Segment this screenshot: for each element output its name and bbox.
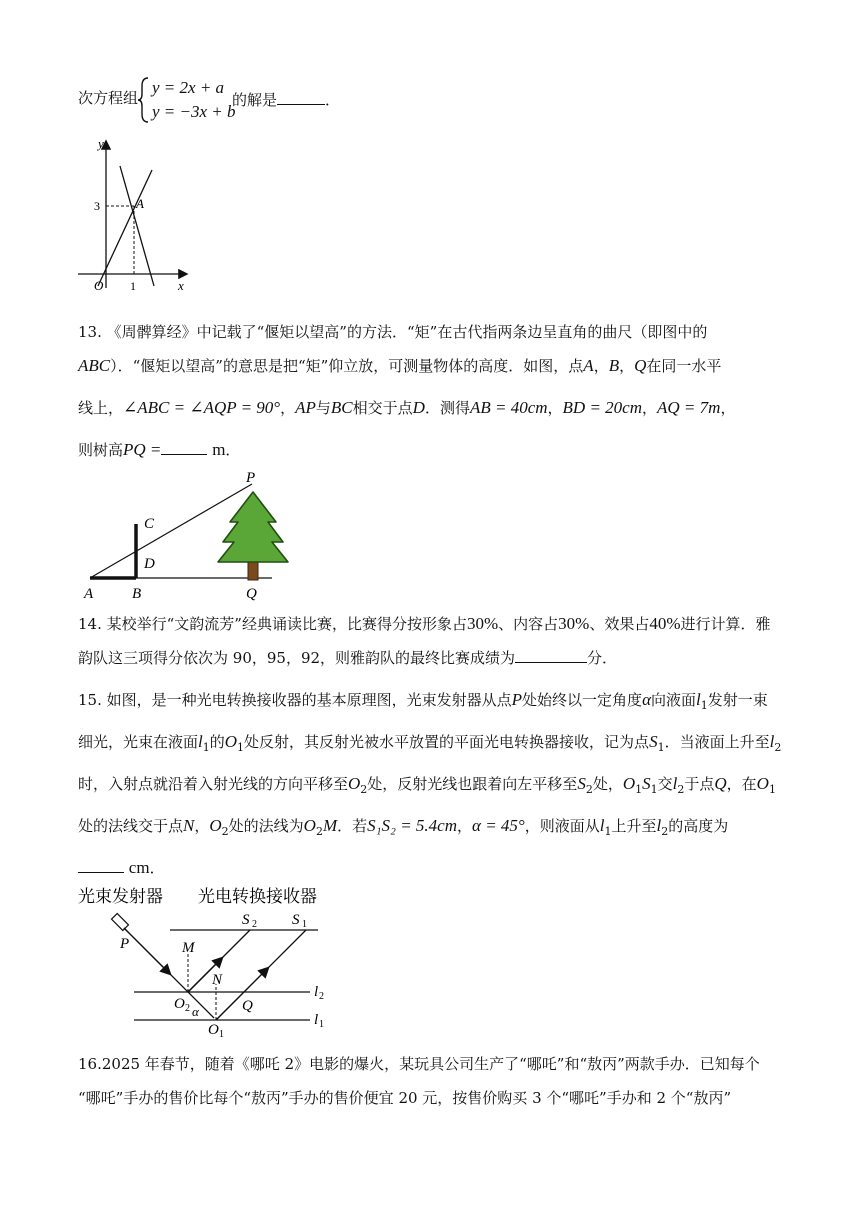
q13-answer-blank[interactable] [161,440,207,455]
q15-text4a: 处的法线交于点 [78,817,184,835]
q15-m: M [322,816,338,835]
q13-fig-c: C [144,516,155,532]
q15-s1b: S [642,774,651,793]
q14-text2b: 分． [587,649,618,667]
q13-unit: m [212,440,226,459]
q15-l2c-sub: 2 [661,825,669,838]
q15-o1c-sub: 1 [768,783,776,796]
q13-comma2: ， [619,357,635,375]
q15-s2: S [577,774,586,793]
q14-line1 [78,614,782,634]
q15-answer-blank[interactable] [78,858,124,873]
q15-o2-sub: 2 [360,783,368,796]
q15-text4d: 处的法线为 [228,817,304,835]
q14-text1b: 、内容占 [498,615,559,633]
q15-text4j: 上升至 [611,817,657,835]
q13-line1 [78,322,782,342]
q13-b: B [608,356,620,375]
q15-alpha-val: α = 45° [472,816,525,835]
q15-fig-o2-sub: 2 [185,1003,190,1014]
q13-abc: ABC [78,356,111,375]
q15-fig-p: P [120,936,130,952]
q15-line5 [78,858,782,878]
emitter-icon [112,914,129,931]
q13-q: Q [634,356,647,375]
q15-o1-sub: 1 [237,741,245,754]
q13-ap: AP [295,398,316,417]
q13-text3e: 与 [315,399,331,417]
q15-o2b-sub: 2 [221,825,229,838]
q15-o2c: O [303,816,316,835]
q14-text1c: 、效果占 [589,615,650,633]
q15-fig-l1: l [314,1012,319,1028]
q15-s1s2: S₁S₂ = 5.4cm [367,816,458,835]
q15-text1a: 如图，是一种光电转换接收器的基本原理图，光束发射器从点 [106,691,512,709]
q15-end: ． [149,859,165,877]
q15-l2: l [769,732,775,751]
q15-o2: O [348,774,361,793]
q15-l-sub: 1 [700,699,708,712]
q13-text4a: 则树高 [78,441,124,459]
q13-text3i: ．测得 [424,399,470,417]
q15-fig-l1-sub: 1 [319,1019,324,1030]
q13-fig-b: B [132,586,142,602]
q15-fig-l2: l [314,984,319,1000]
q15-fig-n: N [212,972,223,988]
q13-text2-end: 在同一水平 [646,357,722,375]
q15-fig-m: M [182,940,195,956]
q13-angle-eq: ∠ABC = ∠AQP = 90° [123,398,281,417]
q15-text4k: 的高度为 [668,817,729,835]
q15-text3g: ，在 [726,775,757,793]
q13-line3 [78,398,782,418]
q15-l1: l [198,732,203,751]
q15-l1c-sub: 1 [604,825,612,838]
q15-o1: O [224,732,238,751]
q15-n: N [183,816,195,835]
q13-line2 [78,356,782,376]
q15-q: Q [714,774,727,793]
q13-bc: BC [330,398,353,417]
q15-fig-s1-sub: 1 [302,919,307,930]
q12-prefix: 次方程组 [78,89,139,107]
q13-a: A [583,356,594,375]
q15-text3e: 于点 [684,775,715,793]
q14-p1: 30% [466,614,499,633]
q15-text4e: ．若 [337,817,368,835]
q13-text2: ）．“偃矩以望高”的意思是把“矩”仰立放，可测量物体的高度．如图，点 [110,357,584,375]
q13-fig-p: P [246,470,256,486]
q15-l2-sub: 2 [774,741,782,754]
q13-text3a: 线上， [78,399,124,417]
q15-text4g: ， [457,817,473,835]
q14-line2 [78,648,782,668]
q15-fig-o2: O [174,996,185,1012]
q15-fig-o1-sub: 1 [219,1029,224,1040]
q13-comma: ， [593,357,609,375]
q15-text3c: 处， [592,775,623,793]
q12-fig-one: 1 [130,279,136,293]
q15-fig-o1: O [208,1022,219,1038]
q15-p: P [511,690,523,709]
q12-fig-three: 3 [94,199,100,213]
q16-num: 16. [78,1055,102,1073]
q15-text1g: 发射一束 [707,691,768,709]
q15-text3a: 时，入射点就沿着入射光线的方向平移至 [78,775,349,793]
q15-alpha: α [642,690,651,709]
q16-text2: “哪吒”手办的售价比每个“敖丙”手办的售价便宜 20 元，按售价购买 3 个“哪吒”手办和 2 个“敖丙” [78,1089,732,1107]
q15-l: l [696,690,701,709]
tree-icon [218,492,288,580]
q14-text1d: 进行计算．雅 [680,615,771,633]
q12-fig-a: A [136,196,144,211]
q15-l1-sub: 1 [202,741,210,754]
q15-l2c: l [656,816,662,835]
q12-end: ． [325,91,341,109]
q12-fig-y: y [98,136,104,151]
q15-num: 15. [78,691,102,709]
q14-p2: 30% [558,614,590,633]
q13-fig-a: A [84,586,94,602]
q14-text2a: 韵队这三项得分依次为 90，95，92，则雅韵队的最终比赛成绩为 [78,649,516,667]
q15-text2a: 细光，光束在液面 [78,733,199,751]
q13-d: D [412,398,425,417]
q13-text3g: 相交于点 [352,399,413,417]
q15-o1b: O [622,774,636,793]
q13-end: ． [225,441,241,459]
q12-answer-blank[interactable] [277,90,325,105]
q12-fig-o: O [94,278,104,293]
q12-brace [136,76,150,124]
q15-line2: 细光，光束在液面$l_1$的$O_1$处反射，其反射光被水平放置的平面光电转换器接收，记为点$S_1$．当液面上升至$l_2$ [78,732,782,754]
q14-answer-blank[interactable] [515,648,587,663]
q15-s2-sub: 2 [585,783,593,796]
q12-fig-x: x [178,278,184,293]
q13-text3k: ， [547,399,563,417]
q15-o2b: O [209,816,222,835]
q15-s1: S [649,732,658,751]
q15-text2c: ．当液面上升至 [664,733,770,751]
q15-l2b-sub: 2 [677,783,685,796]
q13-pq: PQ = [123,440,162,459]
q15-text4i: ，则液面从 [524,817,600,835]
q15-l2b: l [672,774,678,793]
q15-o2c-sub: 2 [315,825,323,838]
q13-line4 [78,440,782,460]
q16-line1 [78,1054,782,1074]
q12-eq2: y = −3x + b [152,102,236,121]
q15-text4c: ， [194,817,210,835]
q13-figure [78,470,298,604]
q15-text1e: 向液面 [651,691,697,709]
q15-fig-s2: S [242,912,250,928]
q15-text3b: 处，反射光线也跟着向左平移至 [367,775,578,793]
q15-line4 [78,816,782,842]
q15-fig-title1: 光束发射器 [78,887,163,907]
q12-figure [78,136,198,296]
q15-fig-l2-sub: 2 [319,991,324,1002]
q15-s1-sub: 1 [657,741,665,754]
q15-line3 [78,774,782,800]
q15-o1c: O [756,774,769,793]
q13-text3m: ， [642,399,658,417]
q12-suffix: 的解是 [232,91,278,109]
q13-text1: 《周髀算经》中记载了“偃矩以望高”的方法．“矩”在古代指两条边呈直角的曲尺（即图中的 [106,323,708,341]
q15-text1c: 处始终以一定角度 [522,691,643,709]
q16-line2 [78,1088,782,1108]
q12-suffix-line [232,90,782,110]
q13-ab: AB = 40cm [469,398,548,417]
q13-fig-d: D [144,556,155,572]
q14-text1a: 某校举行“文韵流芳”经典诵读比赛，比赛得分按形象占 [106,615,467,633]
q15-fig-title2: 光电转换接收器 [198,887,317,907]
q15-figure [78,884,348,1040]
q15-unit: cm [128,858,150,877]
q13-aq: AQ = 7m [657,398,721,417]
q15-text2b: 处反射，其反射光被水平放置的平面光电转换器接收，记为点 [244,733,650,751]
q12-eq1: y = 2x + a [152,78,225,97]
q15-text3d: 交 [657,775,673,793]
q15-fig-alpha: α [192,1004,199,1019]
q15-fig-q: Q [242,998,253,1014]
q15-fig-s1: S [292,912,300,928]
q15-line1 [78,690,782,716]
q16-text1: 2025 年春节，随着《哪吒 2》电影的爆火，某玩具公司生产了“哪吒”和“敖丙”两款手办．已知每个 [101,1055,760,1073]
q15-s1b-sub: 1 [650,783,658,796]
q13-text3c: ， [280,399,296,417]
q13-fig-q: Q [246,586,257,602]
q13-text3o: ， [720,399,736,417]
q15-l1c: l [599,816,605,835]
q13-bd: BD = 20cm [562,398,642,417]
q13-num: 13. [78,323,102,341]
q15-fig-s2-sub: 2 [252,919,257,930]
q15-o1b-sub: 1 [635,783,643,796]
q14-num: 14. [78,615,102,633]
q14-p3: 40% [649,614,681,633]
